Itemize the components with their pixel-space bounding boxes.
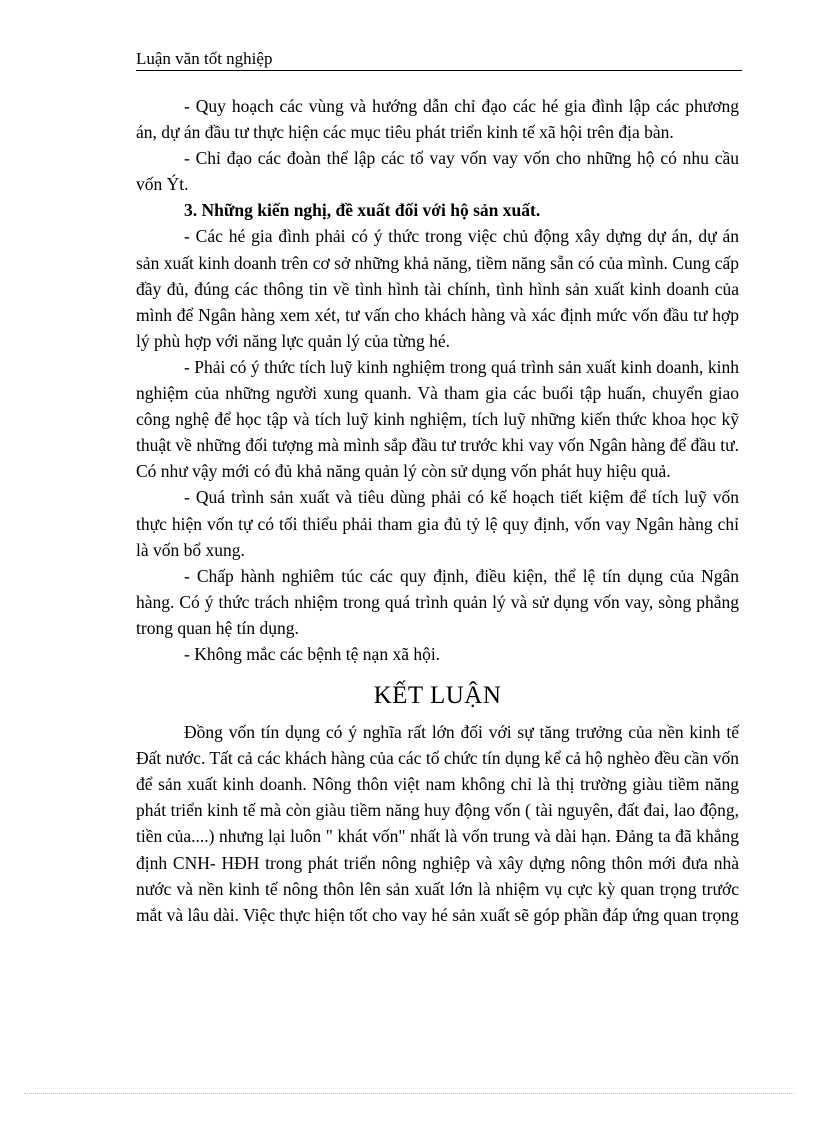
paragraph-loan-groups: - Chỉ đạo các đoàn thể lập các tổ vay vốn vay vốn cho những hộ có nhu cầu vốn Ýt.: [136, 148, 739, 195]
section-heading: 3. Những kiến nghị, đề xuất đối với hộ sản xuất.: [184, 200, 541, 221]
page-header: [136, 49, 742, 71]
conclusion-title: KẾT LUẬN: [373, 682, 502, 710]
paragraph-experience: - Phải có ý thức tích luỹ kinh nghiệm trong quá trình sản xuất kinh doanh, kinh nghiệm của những người xung quanh. Và tham gia các buổi tập huấn, chuyển giao công nghệ để học tập và tích luỹ kinh nghiệm, tích luỹ những kiến thức khoa học kỹ thuật về những đối tượng mà mình sắp đầu tư trước khi vay vốn Ngân hàng để đầu tư. Có như vậy mới có đủ khả năng quản lý còn sử dụng vốn phát huy hiệu quả.: [136, 356, 739, 482]
paragraph-social-evils: - Không mắc các bệnh tệ nạn xã hội.: [184, 643, 441, 664]
paragraph-conclusion: Đồng vốn tín dụng có ý nghĩa rất lớn đối với sự tăng trưởng của nền kinh tế Đất nước. Tất cả các khách hàng của các tổ chức tín dụng kể cả hộ nghèo đều cần vốn để sản xuất kinh doanh. Nông thôn việt nam không chỉ là thị trường giàu tiềm năng phát triển kinh tế mà còn giàu tiềm năng huy động vốn ( tài nguyên, đất đai, lao động, tiền của....) nhưng lại luôn " khát vốn" nhất là vốn trung và dài hạn. Đảng ta đã khẳng định CNH- HĐH trong phát triển nông nghiệp và xây dựng nông thôn mới đưa nhà nước và nền kinh tế nông thôn lên sản xuất lớn là nhiệm vụ cực kỳ quan trọng trước mắt và lâu dài. Việc thực hiện tốt cho vay hé sản xuất sẽ góp phần đáp ứng quan trọng: [136, 722, 739, 925]
page-bottom-divider: [24, 1093, 794, 1094]
paragraph-savings: - Quá trình sản xuất và tiêu dùng phải có kế hoạch tiết kiệm để tích luỹ vốn thực hiện vốn tự có tối thiểu phải tham gia đủ tỷ lệ quy định, vốn vay Ngân hàng chỉ là vốn bổ xung.: [136, 487, 739, 560]
paragraph-compliance: - Chấp hành nghiêm túc các quy định, điều kiện, thể lệ tín dụng của Ngân hàng. Có ý thức trách nhiệm trong quá trình quản lý và sử dụng vốn vay, sòng phẳng trong quan hệ tín dụng.: [136, 565, 739, 638]
document-body: [136, 93, 739, 928]
header-title: Luận văn tốt nghiệp: [136, 49, 273, 68]
paragraph-household-awareness: - Các hé gia đình phải có ý thức trong việc chủ động xây dựng dự án, dự án sản xuất kinh doanh trên cơ sở những khả năng, tiềm năng sẵn có của mình. Cung cấp đầy đủ, đúng các thông tin về tình hình tài chính, tình hình sản xuất kinh doanh của mình để Ngân hàng xem xét, tư vấn cho khách hàng và xác định mức vốn đầu tư hợp lý phù hợp với năng lực quản lý của từng hé.: [136, 226, 739, 351]
paragraph-planning: - Quy hoạch các vùng và hướng dẫn chỉ đạo các hé gia đình lập các phương án, dự án đầu tư thực hiện các mục tiêu phát triển kinh tế xã hội trên địa bàn.: [136, 96, 739, 143]
